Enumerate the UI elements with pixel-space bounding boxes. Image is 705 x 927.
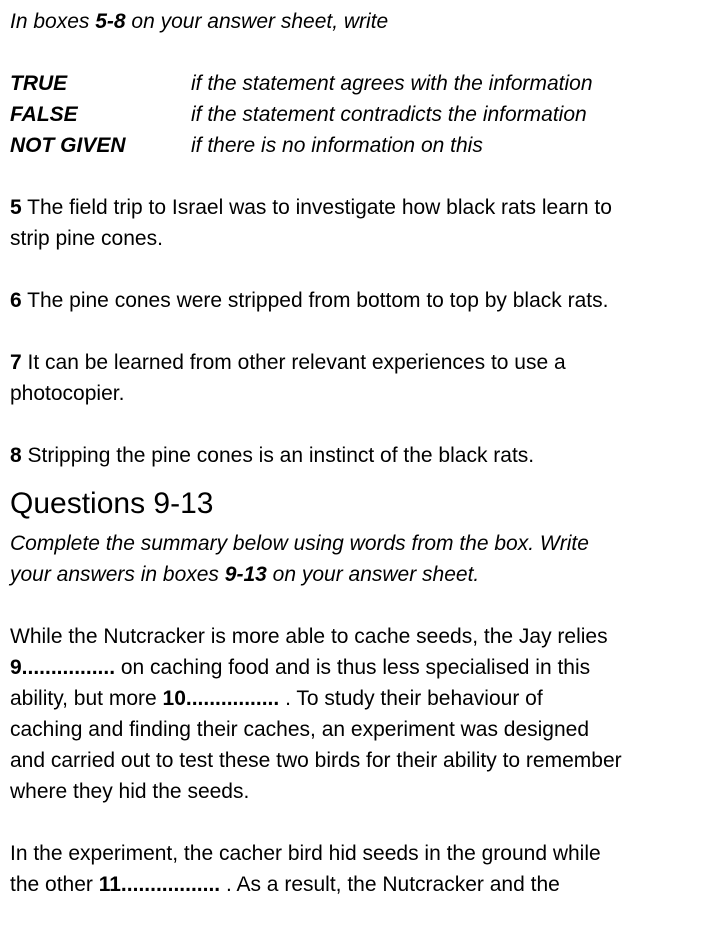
- option-term: NOT GIVEN: [10, 134, 126, 157]
- option-true: [10, 68, 700, 99]
- option-desc: if the statement contradicts the information: [191, 103, 587, 126]
- summary-line: and carried out to test these two birds for their ability to remember: [10, 749, 622, 772]
- summary-instruction-suffix: on your answer sheet.: [266, 563, 480, 586]
- instruction-prefix: In boxes: [10, 10, 96, 33]
- question-8: [10, 440, 700, 471]
- blank-10: 10................: [162, 687, 280, 710]
- summary-line: caching and finding their caches, an experiment was designed: [10, 718, 590, 741]
- summary-instruction-line: Complete the summary below using words from the box. Write: [10, 532, 589, 555]
- instruction-suffix: on your answer sheet, write: [125, 10, 389, 33]
- question-7: [10, 347, 700, 409]
- tfng-options: [10, 68, 700, 161]
- summary-line: In the experiment, the cacher bird hid seeds in the ground while: [10, 842, 601, 865]
- summary-text: the other: [10, 873, 99, 896]
- option-term: FALSE: [10, 103, 78, 126]
- summary-paragraph-1: [10, 621, 700, 807]
- spacer: [10, 161, 700, 192]
- question-number: 8: [10, 444, 22, 467]
- spacer: [10, 37, 700, 68]
- summary-line: where they hid the seeds.: [10, 780, 250, 803]
- option-desc: if there is no information on this: [191, 134, 483, 157]
- question-number: 5: [10, 196, 22, 219]
- question-number: 6: [10, 289, 22, 312]
- option-false: [10, 99, 700, 130]
- question-text: The pine cones were stripped from bottom to top by black rats.: [21, 289, 609, 312]
- blank-11: 11.................: [98, 873, 221, 896]
- option-term: TRUE: [10, 72, 68, 95]
- spacer: [10, 807, 700, 838]
- summary-text: ability, but more: [10, 687, 163, 710]
- spacer: [10, 316, 700, 347]
- spacer: [10, 590, 700, 621]
- question-5: [10, 192, 700, 254]
- section-heading: Questions 9-13: [10, 487, 214, 520]
- question-number: 7: [10, 351, 22, 374]
- spacer: [10, 254, 700, 285]
- question-text: Stripping the pine cones is an instinct of the black rats.: [21, 444, 535, 467]
- option-desc: if the statement agrees with the information: [191, 72, 593, 95]
- summary-line: While the Nutcracker is more able to cache seeds, the Jay relies: [10, 625, 608, 648]
- blank-9: 9................: [10, 656, 116, 679]
- question-text: It can be learned from other relevant experiences to use a: [21, 351, 566, 374]
- summary-instruction-prefix: your answers in boxes: [10, 563, 225, 586]
- summary-text: . As a result, the Nutcracker and the: [220, 873, 560, 896]
- spacer: [10, 409, 700, 440]
- summary-instruction: [10, 528, 700, 590]
- question-text-cont: photocopier.: [10, 382, 125, 405]
- instruction-range: 5-8: [95, 10, 126, 33]
- summary-instruction-range: 9-13: [224, 563, 267, 586]
- summary-paragraph-2: [10, 838, 700, 900]
- option-not-given: [10, 130, 700, 161]
- summary-text: . To study their behaviour of: [279, 687, 543, 710]
- tfng-instruction: [10, 6, 700, 37]
- question-text: The field trip to Israel was to investigate how black rats learn to: [21, 196, 612, 219]
- question-6: [10, 285, 700, 316]
- document-page: [10, 6, 700, 900]
- question-text-cont: strip pine cones.: [10, 227, 163, 250]
- summary-text: on caching food and is thus less specialised in this: [115, 656, 591, 679]
